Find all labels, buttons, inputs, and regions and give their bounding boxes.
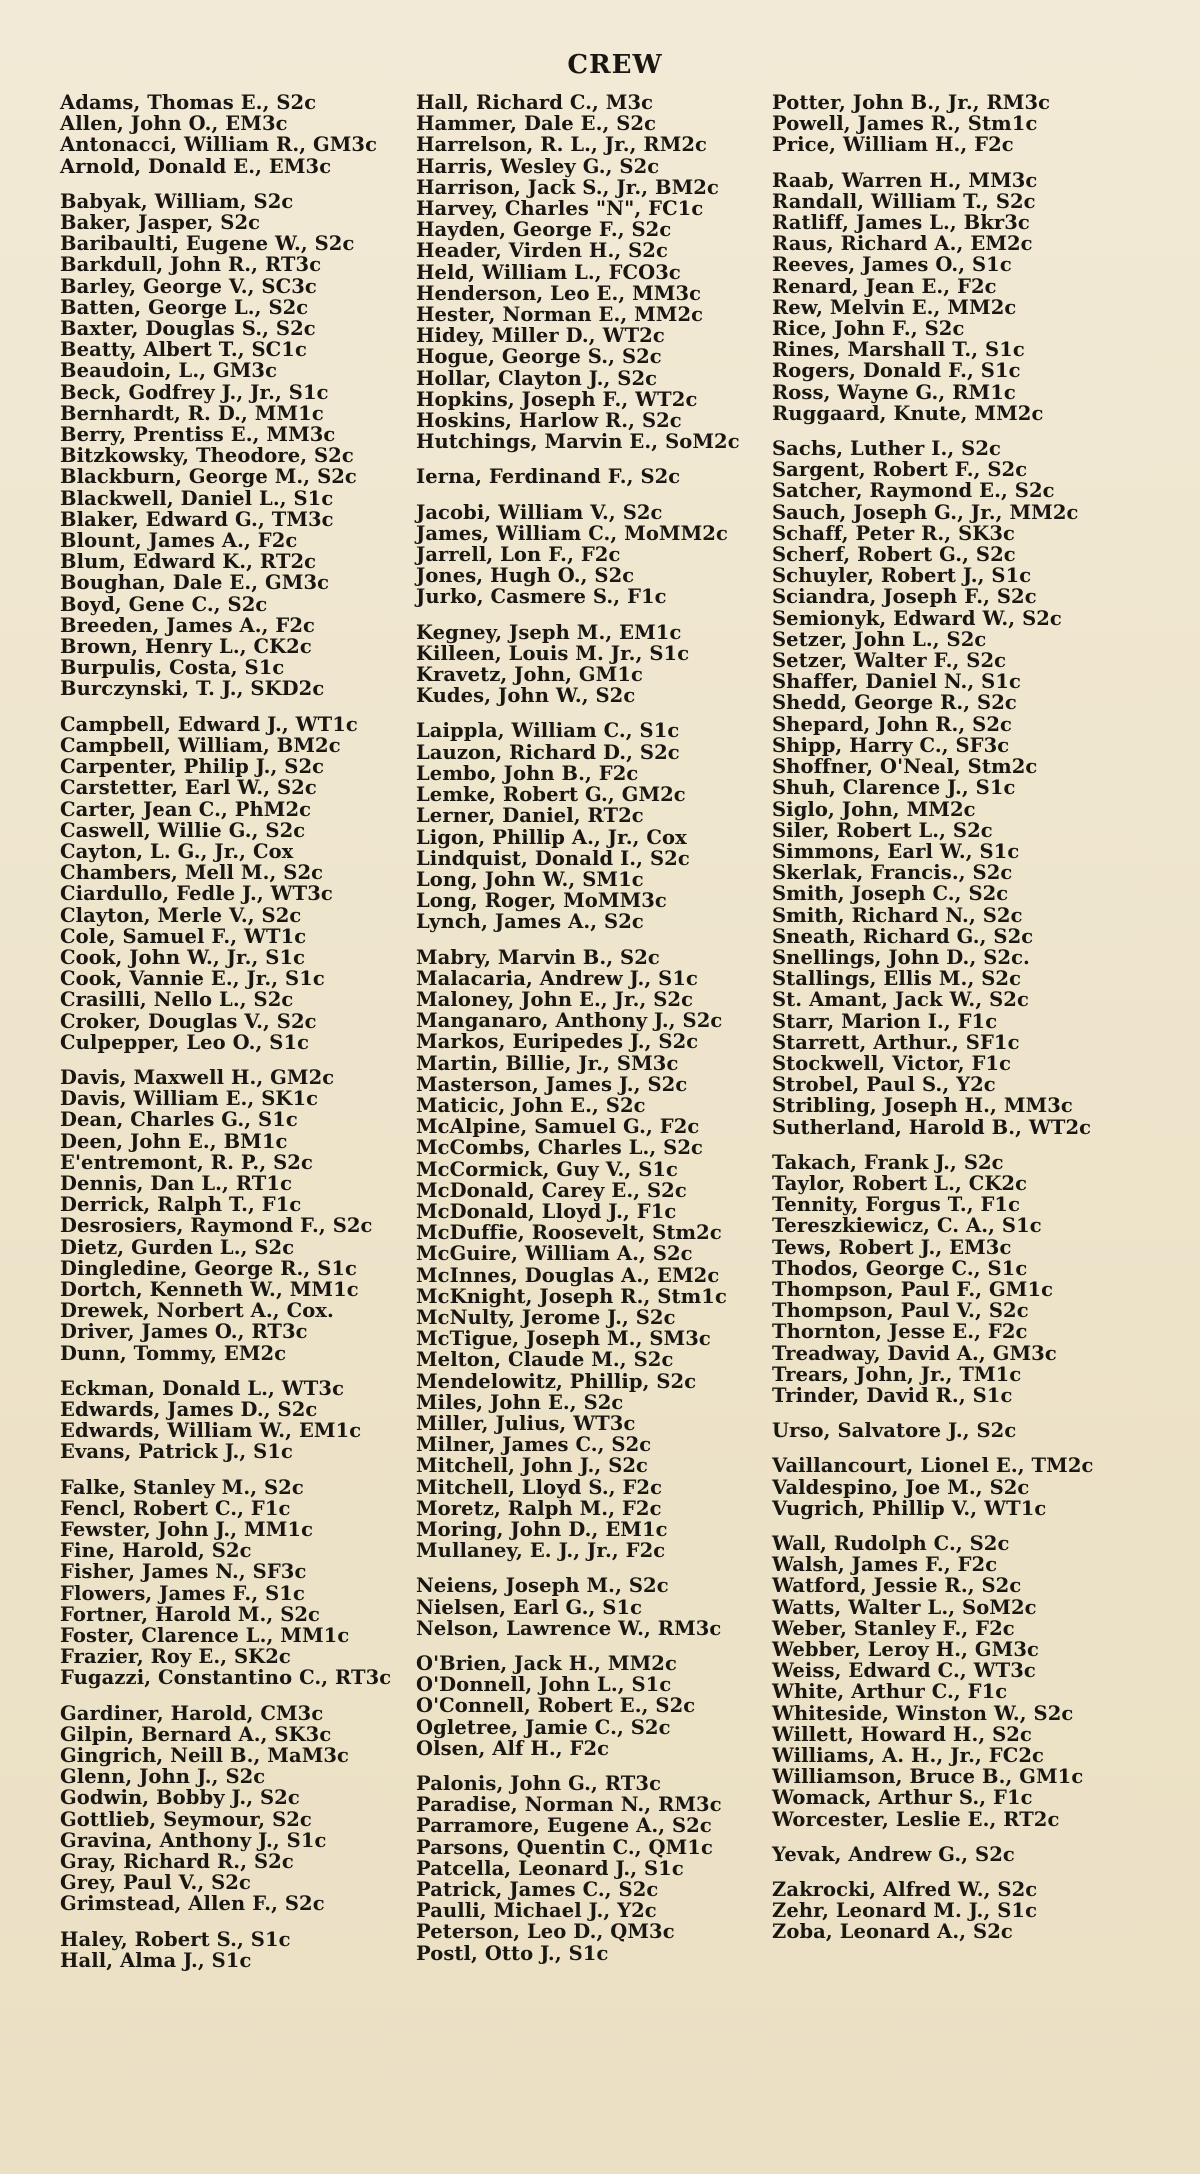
letter-group [416,720,766,932]
crew-name: Lemke, Robert G., GM2c [416,783,686,807]
crew-name: Hidey, Miller D., WT2c [416,324,665,348]
crew-name: Potter, John B., Jr., RM3c [772,91,1051,114]
crew-name: Beaudoin, L., GM3c [60,359,278,383]
crew-name: Simmons, Earl W., S1c [772,839,1020,863]
letter-group [60,191,410,700]
crew-name: Whiteside, Winston W., S2c [772,1701,1074,1725]
crew-name: Watford, Jessie R., S2c [772,1574,1022,1598]
crew-name: Berry, Prentiss E., MM3c [60,423,336,447]
crew-name: E'entremont, R. P., S2c [60,1150,313,1174]
crew-name: Moring, John D., EM1c [416,1518,668,1541]
crew-name: Mitchell, John J., S2c [416,1454,649,1478]
crew-name: Glenn, John J., S2c [60,1765,266,1789]
crew-name: Mitchell, Lloyd S., F2c [416,1475,663,1499]
crew-name: Cole, Samuel F., WT1c [60,924,307,948]
crew-name: Croker, Douglas V., S2c [60,1009,317,1033]
crew-name: Clayton, Merle V., S2c [60,903,302,927]
crew-name: Jurko, Casmere S., F1c [416,585,667,609]
crew-name: Barley, George V., SC3c [60,274,317,298]
crew-name: Skerlak, Francis., S2c [772,861,1013,885]
letter-group [416,622,766,707]
crew-name: Shaffer, Daniel N., S1c [772,670,1022,694]
crew-name: Shedd, George R., S2c [772,691,1017,715]
crew-name: Nelson, Lawrence W., RM3c [416,1616,722,1640]
crew-name: Ierna, Ferdinand F., S2c [416,465,681,489]
crew-name: Hall, Richard C., M3c [416,91,654,114]
crew-name: Sneath, Richard G., S2c [772,924,1034,948]
crew-name: Blackburn, George M., S2c [60,465,357,489]
crew-name: Palonis, John G., RT3c [416,1772,662,1796]
crew-name: Rew, Melvin E., MM2c [772,295,1017,319]
crew-name: Siglo, John, MM2c [772,797,976,821]
crew-name: Willett, Howard H., S2c [772,1722,1032,1746]
crew-name: Jarrell, Lon F., F2c [416,543,621,567]
crew-name: Boughan, Dale E., GM3c [60,571,330,595]
crew-name: Vugrich, Phillip V., WT1c [772,1496,1047,1520]
crew-name: Zakrocki, Alfred W., S2c [772,1878,1038,1902]
crew-name: Valdespino, Joe M., S2c [772,1475,1030,1499]
crew-name: Patcella, Leonard J., S1c [416,1856,684,1880]
crew-name: Hopkins, Joseph F., WT2c [416,387,698,411]
crew-name: McKnight, Joseph R., Stm1c [416,1284,727,1308]
letter-group [772,1879,1122,1943]
crew-name: Gingrich, Neill B., MaM3c [60,1744,350,1768]
crew-name: O'Donnell, John L., S1c [416,1673,672,1697]
crew-name: Barkdull, John R., RT3c [60,253,322,277]
crew-name: Melton, Claude M., S2c [416,1348,674,1372]
letter-group [416,466,766,487]
crew-name: Satcher, Raymond E., S2c [772,479,1055,503]
crew-name: Renard, Jean E., F2c [772,274,997,298]
crew-name: Snellings, John D., S2c. [772,945,1030,969]
crew-name: O'Brien, Jack H., MM2c [416,1652,677,1676]
crew-name: Desrosiers, Raymond F., S2c [60,1214,373,1238]
crew-name: Boyd, Gene C., S2c [60,592,268,616]
crew-name: Setzer, John L., S2c [772,627,987,651]
crew-name: Neiens, Joseph M., S2c [416,1574,669,1598]
crew-name: Milner, James C., S2c [416,1433,652,1457]
crew-name: Lauzon, Richard D., S2c [416,740,680,764]
crew-name: Martin, Billie, Jr., SM3c [416,1051,679,1075]
letter-group [772,170,1122,424]
letter-group [60,1067,410,1364]
crew-name: Schaff, Peter R., SK3c [772,521,1015,545]
crew-name: McDonald, Carey E., S2c [416,1178,687,1202]
crew-name: Blaker, Edward G., TM3c [60,507,334,531]
crew-name: Mendelowitz, Phillip, S2c [416,1369,697,1393]
crew-name: Rice, John F., S2c [772,317,965,341]
crew-name: Baribaulti, Eugene W., S2c [60,232,355,256]
crew-name: Harrelson, R. L., Jr., RM2c [416,133,708,157]
crew-name: Sauch, Joseph G., Jr., MM2c [772,500,1079,524]
crew-name: Cook, Vannie E., Jr., S1c [60,967,325,991]
crew-name: Powell, James R., Stm1c [772,112,1038,136]
crew-name: Falke, Stanley M., S2c [60,1475,304,1499]
crew-name: Nielsen, Earl G., S1c [416,1595,643,1619]
crew-name: Batten, George L., S2c [60,295,309,319]
crew-name: O'Connell, Robert E., S2c [416,1694,696,1718]
crew-name: Malacaria, Andrew J., S1c [416,966,698,990]
letter-group [416,1575,766,1639]
crew-name: Long, Roger, MoMM3c [416,889,667,913]
crew-name: Campbell, William, BM2c [60,733,341,757]
letter-group [60,1929,410,1971]
crew-name: Ligon, Phillip A., Jr., Cox [416,825,687,849]
crew-name: Fisher, James N., SF3c [60,1560,307,1584]
crew-name: Grimstead, Allen F., S2c [60,1892,325,1916]
crew-name: Mullaney, E. J., Jr., F2c [416,1539,666,1563]
crew-name: Antonacci, William R., GM3c [60,133,378,157]
crew-name: Zehr, Leonard M. J., S1c [772,1899,1038,1923]
crew-name: Parramore, Eugene A., S2c [416,1814,712,1838]
letter-group [772,1152,1122,1406]
crew-name: Zoba, Leonard A., S2c [772,1920,1013,1944]
crew-name: Fugazzi, Constantino C., RT3c [60,1666,392,1690]
crew-name: Williams, A. H., Jr., FC2c [772,1744,1044,1768]
crew-name: Dingledine, George R., S1c [60,1256,358,1280]
crew-name: Shipp, Harry C., SF3c [772,733,1010,757]
crew-name: Evans, Patrick J., S1c [60,1440,294,1464]
crew-name: Frazier, Roy E., SK2c [60,1645,291,1669]
crew-name: Dean, Charles G., S1c [60,1108,298,1132]
crew-name: Adams, Thomas E., S2c [60,91,317,114]
crew-name: Kudes, John W., S2c [416,684,636,708]
crew-name: Masterson, James J., S2c [416,1072,688,1096]
letter-group [416,1653,766,1759]
crew-name: McGuire, William A., S2c [416,1242,693,1266]
crew-name: Kravetz, John, GM1c [416,663,643,687]
crew-name: Burpulis, Costa, S1c [60,656,285,680]
crew-name: Maloney, John E., Jr., S2c [416,987,694,1011]
crew-name: Thompson, Paul V., S2c [772,1299,1029,1323]
crew-name: Hogue, George S., S2c [416,345,662,369]
crew-name: Cayton, L. G., Jr., Cox [60,839,294,863]
crew-name: Driver, James O., RT3c [60,1320,308,1344]
crew-name: Edwards, William W., EM1c [60,1419,362,1443]
crew-name: Fine, Harold, S2c [60,1539,252,1563]
crew-name: Ross, Wayne G., RM1c [772,380,1016,404]
crew-name: James, William C., MoMM2c [416,521,728,545]
crew-column-2 [416,92,766,1985]
crew-name: Deen, John E., BM1c [60,1129,288,1153]
crew-name: Gilpin, Bernard A., SK3c [60,1722,332,1746]
crew-name: McCormick, Guy V., S1c [416,1157,679,1181]
crew-name: Beck, Godfrey J., Jr., S1c [60,380,329,404]
crew-name: Harvey, Charles "N", FC1c [416,197,704,221]
crew-name: Hammer, Dale E., S2c [416,112,657,136]
crew-name: Edwards, James D., S2c [60,1397,318,1421]
letter-group [772,1844,1122,1865]
crew-name: Arnold, Donald E., EM3c [60,154,332,178]
crew-name: Derrick, Ralph T., F1c [60,1193,302,1217]
crew-name: Rines, Marshall T., S1c [772,338,1025,362]
crew-name: Dietz, Gurden L., S2c [60,1235,295,1259]
crew-name: Bernhardt, R. D., MM1c [60,401,324,425]
crew-name: Miller, Julius, WT3c [416,1411,636,1435]
crew-name: McDonald, Lloyd J., F1c [416,1199,677,1223]
crew-name: Ruggaard, Knute, MM2c [772,401,1044,425]
crew-name: Carpenter, Philip J., S2c [60,755,325,779]
crew-name: McNulty, Jerome J., S2c [416,1305,676,1329]
crew-name: Allen, John O., EM3c [60,112,288,136]
crew-name: McDuffie, Roosevelt, Stm2c [416,1221,722,1245]
letter-group [772,92,1122,156]
crew-name: Scherf, Robert G., S2c [772,543,1016,567]
crew-name: Haley, Robert S., S1c [60,1927,291,1951]
crew-name: Parsons, Quentin C., QM1c [416,1835,713,1859]
crew-name: Eckman, Donald L., WT3c [60,1376,345,1400]
crew-name: Flowers, James F., S1c [60,1581,305,1605]
crew-name: Lembo, John B., F2c [416,761,639,785]
crew-name: Thornton, Jesse E., F2c [772,1320,1028,1344]
letter-group [60,1477,410,1689]
crew-name: Harrison, Jack S., Jr., BM2c [416,175,719,199]
crew-columns [60,92,1170,1985]
letter-group [772,1455,1122,1519]
crew-name: Ratliff, James L., Bkr3c [772,211,1030,235]
crew-name: Davis, Maxwell H., GM2c [60,1065,335,1089]
crew-name: Killeen, Louis M. Jr., S1c [416,641,690,665]
letter-group [60,1378,410,1463]
crew-name: Culpepper, Leo O., S1c [60,1030,310,1054]
crew-name: Fencl, Robert C., F1c [60,1496,291,1520]
crew-name: Price, William H., F2c [772,133,1014,157]
crew-name: Caswell, Willie G., S2c [60,818,306,842]
letter-group [60,92,410,177]
crew-name: Ciardullo, Fedle J., WT3c [60,882,333,906]
crew-name: Tews, Robert J., EM3c [772,1235,1012,1259]
crew-name: Hutchings, Marvin E., SoM2c [416,430,740,454]
crew-name: Urso, Salvatore J., S2c [772,1419,1017,1443]
crew-name: Weiss, Edward C., WT3c [772,1659,1036,1683]
crew-name: McTigue, Joseph M., SM3c [416,1327,711,1351]
crew-name: Bitzkowsky, Theodore, S2c [60,444,354,468]
crew-name: Setzer, Walter F., S2c [772,649,1007,673]
crew-name: Smith, Joseph C., S2c [772,882,1009,906]
crew-name: St. Amant, Jack W., S2c [772,988,1029,1012]
crew-name: Miles, John E., S2c [416,1390,624,1414]
crew-name: Lynch, James A., S2c [416,910,644,934]
crew-name: Yevak, Andrew G., S2c [772,1842,1015,1866]
crew-name: Shepard, John R., S2c [772,712,1012,736]
crew-name: Dennis, Dan L., RT1c [60,1171,293,1195]
crew-name: Stallings, Ellis M., S2c [772,967,1022,991]
crew-name: Paradise, Norman N., RM3c [416,1793,722,1817]
crew-name: White, Arthur C., F1c [772,1680,1008,1704]
crew-name: Raab, Warren H., MM3c [772,168,1038,192]
crew-name: McAlpine, Samuel G., F2c [416,1115,700,1139]
crew-name: Taylor, Robert L., CK2c [772,1171,1028,1195]
crew-name: Manganaro, Anthony J., S2c [416,1009,723,1033]
crew-name: Drewek, Norbert A., Cox. [60,1299,334,1323]
crew-name: Stockwell, Victor, F1c [772,1051,1012,1075]
crew-name: Tereszkiewicz, C. A., S1c [772,1214,1042,1238]
crew-name: Maticic, John E., S2c [416,1093,646,1117]
crew-name: Wall, Rudolph C., S2c [772,1532,1010,1555]
crew-name: Paulli, Michael J., Y2c [416,1899,657,1923]
crew-name: Sciandra, Joseph F., S2c [772,585,1037,609]
crew-name: Henderson, Leo E., MM3c [416,281,702,305]
crew-name: Fortner, Harold M., S2c [60,1602,321,1626]
crew-name: Hester, Norman E., MM2c [416,303,704,327]
crew-name: Header, Virden H., S2c [416,239,668,263]
crew-name: Olsen, Alf H., F2c [416,1736,610,1760]
crew-name: Siler, Robert L., S2c [772,818,993,842]
crew-name: Patrick, James C., S2c [416,1878,659,1902]
crew-name: Held, William L., FCO3c [416,260,681,284]
crew-name: Chambers, Mell M., S2c [60,861,324,885]
crew-name: Thodos, George C., S1c [772,1256,1028,1280]
crew-name: Blackwell, Daniel L., S1c [60,486,334,510]
crew-name: Smith, Richard N., S2c [772,903,1023,927]
letter-group [772,1420,1122,1441]
crew-name: Stribling, Joseph H., MM3c [772,1094,1073,1118]
letter-group [60,1703,410,1915]
crew-name: Foster, Clarence L., MM1c [60,1624,350,1648]
crew-name: Womack, Arthur S., F1c [772,1786,1033,1810]
crew-name: Long, John W., SM1c [416,867,644,891]
crew-name: Shoffner, O'Neal, Stm2c [772,755,1038,779]
crew-name: Gottlieb, Seymour, S2c [60,1807,312,1831]
crew-name: Lindquist, Donald I., S2c [416,846,690,870]
crew-name: Starrett, Arthur., SF1c [772,1030,1020,1054]
crew-name: Peterson, Leo D., QM3c [416,1920,675,1944]
crew-name: Dortch, Kenneth W., MM1c [60,1277,359,1301]
crew-name: Weber, Stanley F., F2c [772,1616,1015,1640]
crew-name: Kegney, Jseph M., EM1c [416,620,682,644]
crew-name: Treadway, David A., GM3c [772,1341,1057,1365]
crew-name: Randall, William T., S2c [772,189,1036,213]
page-title: CREW [567,50,663,80]
crew-name: Takach, Frank J., S2c [772,1150,1004,1174]
crew-name: McInnes, Douglas A., EM2c [416,1263,720,1287]
crew-name: Baker, Jasper, S2c [60,211,261,235]
crew-name: Godwin, Bobby J., S2c [60,1786,300,1810]
crew-name: Mabry, Marvin B., S2c [416,945,660,969]
crew-name: Beatty, Albert T., SC1c [60,338,307,362]
crew-name: Grey, Paul V., S2c [60,1871,251,1895]
crew-name: Jones, Hugh O., S2c [416,564,635,588]
crew-name: Moretz, Ralph M., F2c [416,1496,662,1520]
crew-name: Burczynski, T. J., SKD2c [60,677,325,701]
crew-name: Lerner, Daniel, RT2c [416,804,644,828]
crew-name: Jacobi, William V., S2c [416,500,663,524]
crew-name: Sutherland, Harold B., WT2c [772,1115,1092,1139]
crew-name: Breeden, James A., F2c [60,613,316,637]
crew-name: Sargent, Robert F., S2c [772,458,1028,482]
crew-name: Baxter, Douglas S., S2c [60,317,316,341]
crew-name: Dunn, Tommy, EM2c [60,1341,287,1365]
crew-name: Laippla, William C., S1c [416,719,680,743]
crew-name: Watts, Walter L., SoM2c [772,1595,1037,1619]
crew-name: Carstetter, Earl W., S2c [60,776,317,800]
crew-name: Ogletree, Jamie C., S2c [416,1715,671,1739]
crew-name: Trears, John, Jr., TM1c [772,1362,1022,1386]
crew-name: Williamson, Bruce B., GM1c [772,1765,1084,1789]
crew-name: Hoskins, Harlow R., S2c [416,409,682,433]
crew-name: Babyak, William, S2c [60,189,294,213]
crew-name: Gravina, Anthony J., S1c [60,1828,327,1852]
crew-name: Starr, Marion I., F1c [772,1009,998,1033]
crew-name: Reeves, James O., S1c [772,253,1012,277]
letter-group [60,714,410,1053]
crew-name: Blum, Edward K., RT2c [60,550,317,574]
crew-name: McCombs, Charles L., S2c [416,1136,703,1160]
crew-name: Vaillancourt, Lionel E., TM2c [772,1454,1094,1478]
crew-name: Raus, Richard A., EM2c [772,232,1033,256]
crew-name: Webber, Leroy H., GM3c [772,1638,1040,1662]
letter-group [416,92,766,452]
crew-name: Campbell, Edward J., WT1c [60,712,358,736]
crew-name: Crasilli, Nello L., S2c [60,988,294,1012]
crew-name: Schuyler, Robert J., S1c [772,564,1032,588]
crew-name: Semionyk, Edward W., S2c [772,606,1062,630]
letter-group [416,1773,766,1964]
crew-name: Strobel, Paul S., Y2c [772,1073,996,1097]
crew-name: Hayden, George F., S2c [416,218,672,242]
crew-name: Gardiner, Harold, CM3c [60,1701,324,1725]
crew-name: Gray, Richard R., S2c [60,1850,294,1874]
crew-name: Shuh, Clarence J., S1c [772,776,1016,800]
crew-name: Cook, John W., Jr., S1c [60,945,306,969]
crew-column-3 [772,92,1122,1985]
crew-name: Carter, Jean C., PhM2c [60,797,312,821]
crew-name: Sachs, Luther I., S2c [772,437,1001,461]
crew-name: Harris, Wesley G., S2c [416,154,660,178]
letter-group [772,1533,1122,1830]
crew-name: Rogers, Donald F., S1c [772,359,1021,383]
crew-name: Markos, Euripedes J., S2c [416,1030,699,1054]
crew-name: Trinder, David R., S1c [772,1383,1013,1407]
crew-name: Fewster, John J., MM1c [60,1518,314,1541]
crew-name: Tennity, Forgus T., F1c [772,1193,1021,1217]
crew-name: Hall, Alma J., S1c [60,1948,252,1972]
letter-group [416,947,766,1562]
crew-name: Brown, Henry L., CK2c [60,635,312,659]
letter-group [416,502,766,608]
crew-name: Postl, Otto J., S1c [416,1941,609,1965]
crew-name: Walsh, James F., F2c [772,1553,998,1577]
crew-name: Thompson, Paul F., GM1c [772,1277,1054,1301]
crew-column-1 [60,92,410,1985]
crew-name: Blount, James A., F2c [60,529,298,553]
crew-name: Worcester, Leslie E., RT2c [772,1807,1060,1831]
crew-name: Hollar, Clayton J., S2c [416,366,658,390]
letter-group [772,438,1122,1138]
crew-name: Davis, William E., SK1c [60,1087,319,1111]
